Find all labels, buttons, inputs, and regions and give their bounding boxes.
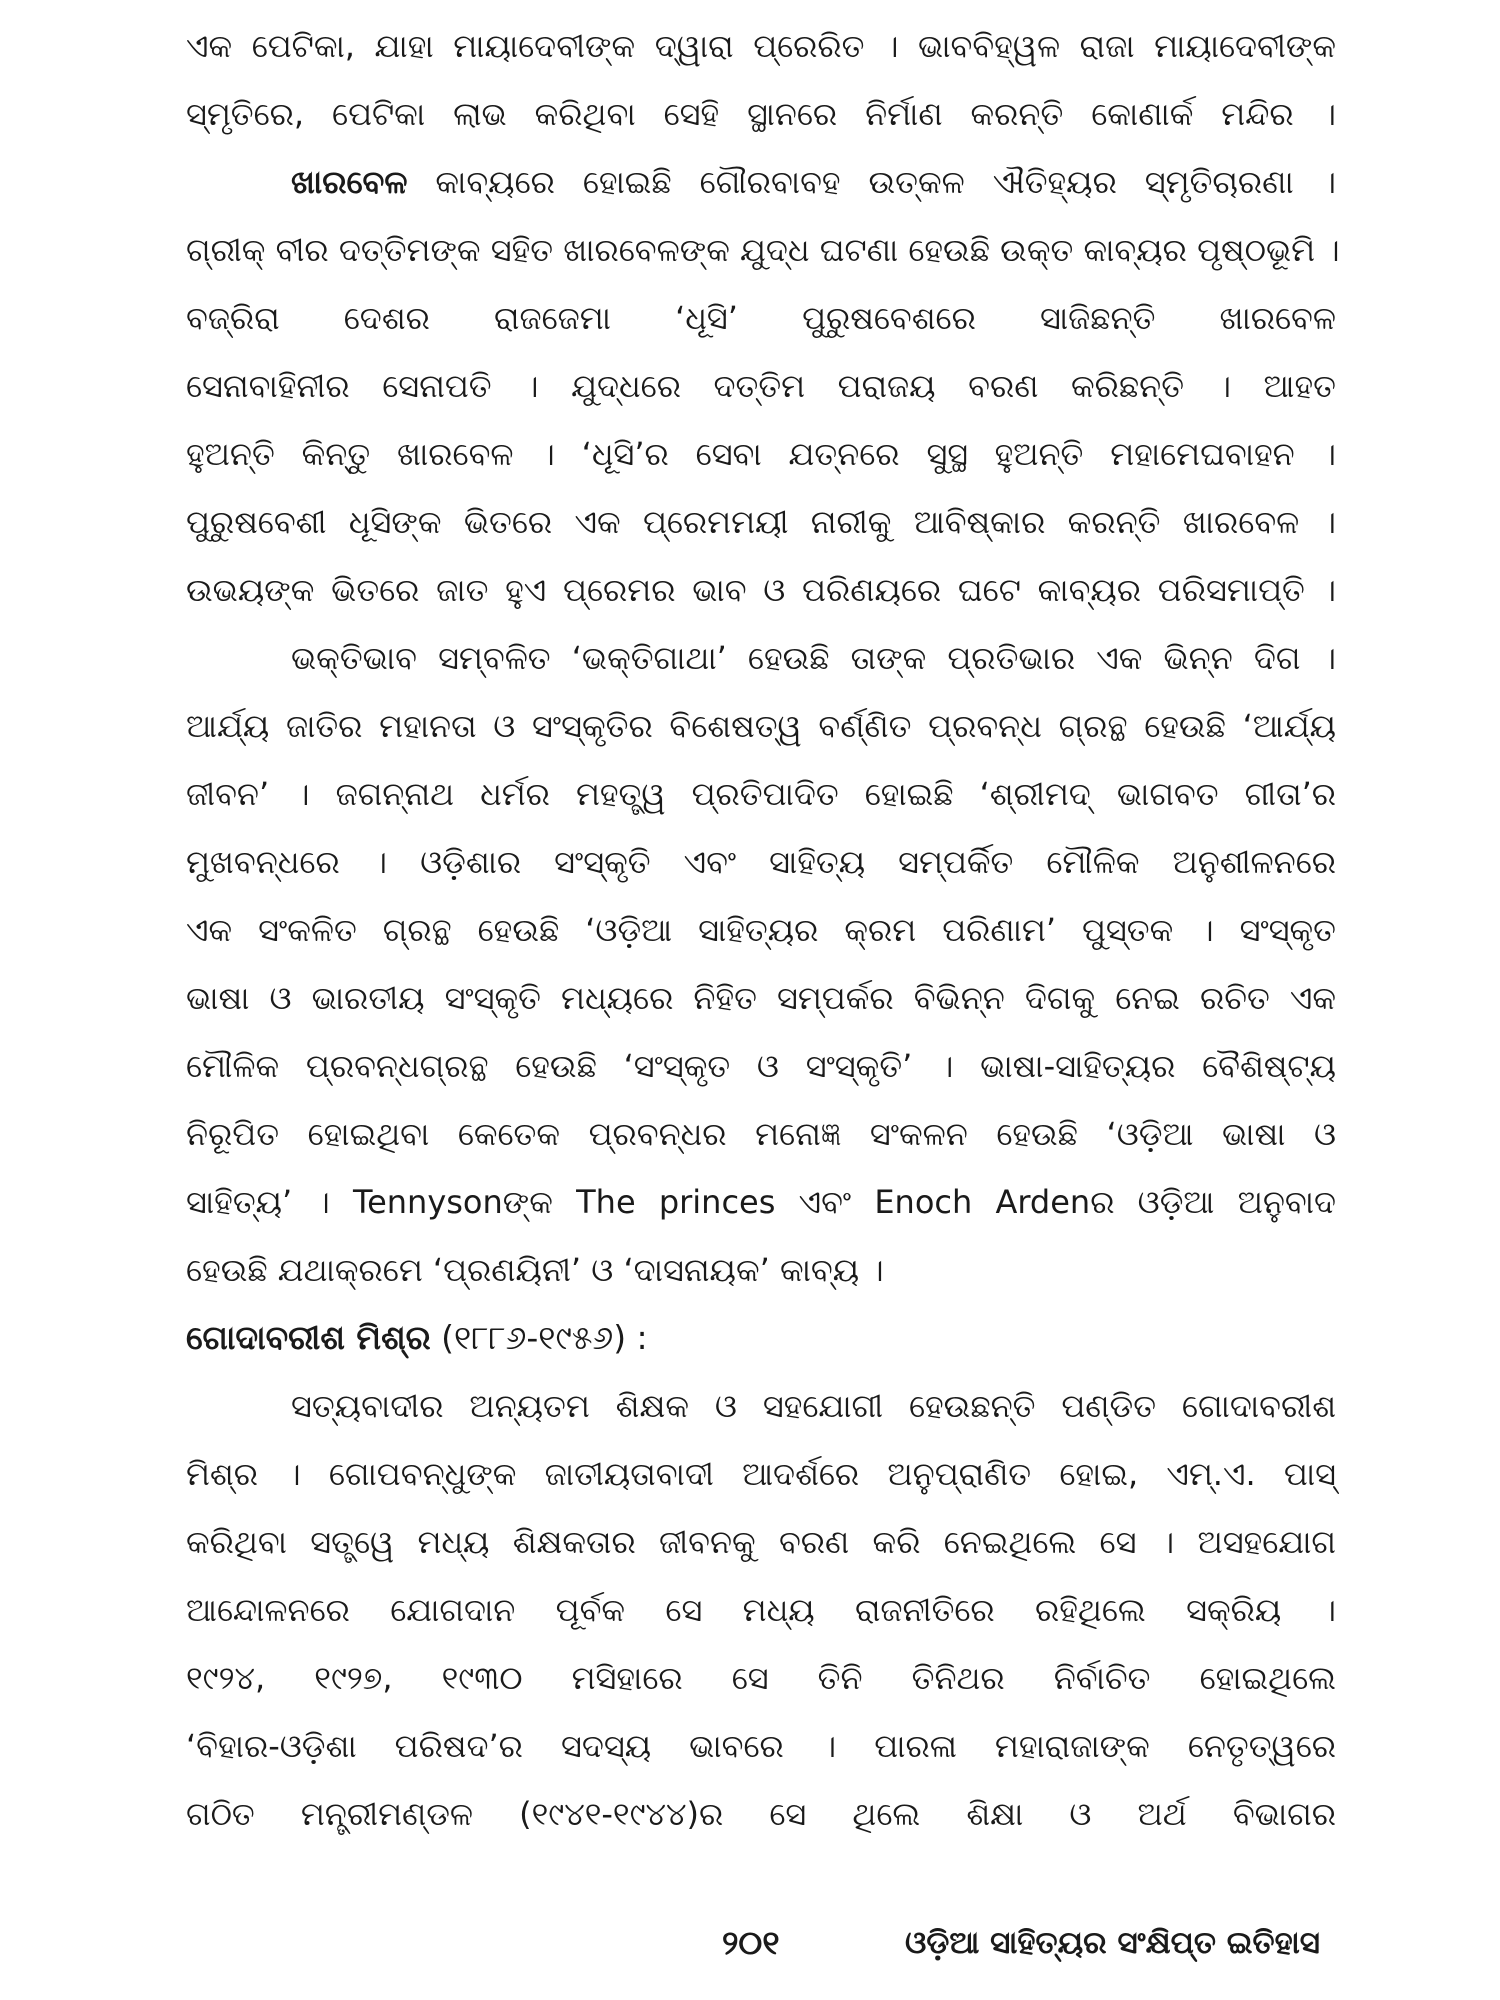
text-line: ସେନାବାହିନୀର ସେନାପତି । ଯୁଦ୍ଧରେ ଦତ୍ତିମ ପରାଜୟ ବରଣ କରିଛନ୍ତି । ଆହତ — [186, 367, 1336, 405]
section-heading-years: (୧୮୮୬-୧୯୫୬) : — [430, 1318, 648, 1357]
body-text — [186, 12, 1340, 1848]
text-line: ମୌଳିକ ପ୍ରବନ୍ଧଗ୍ରନ୍ଥ ହେଉଛି ‘ସଂସ୍କୃତ ଓ ସଂସ୍କୃତି’ । ଭାଷା-ସାହିତ୍ୟର ବୈଶିଷ୍ଟ୍ୟ — [186, 1047, 1336, 1085]
text-line: ୧୯୨୪, ୧୯୨୭, ୧୯୩୦ ମସିହାରେ ସେ ତିନି ତିନିଥର ନିର୍ବାଚିତ ହୋଇଥିଲେ — [186, 1659, 1336, 1697]
text-line: ପୁରୁଷବେଶୀ ଧୂସିଙ୍କ ଭିତରେ ଏକ ପ୍ରେମମୟୀ ନାରୀକୁ ଆବିଷ୍କାର କରନ୍ତି ଖାରବେଳ । — [186, 503, 1336, 541]
text-line: ‘ବିହାର-ଓଡ଼ିଶା ପରିଷଦ’ର ସଦସ୍ୟ ଭାବରେ । ପାରଳା ମହାରାଜାଙ୍କ ନେତୃତ୍ୱରେ — [186, 1727, 1336, 1765]
section-heading-name: ଗୋଦାବରୀଶ ମିଶ୍ର — [186, 1318, 431, 1357]
text-line: ମୁଖବନ୍ଧରେ । ଓଡ଼ିଶାର ସଂସ୍କୃତି ଏବଂ ସାହିତ୍ୟ ସମ୍ପର୍କିତ ମୌଳିକ ଅନୁଶୀଳନରେ — [186, 843, 1336, 881]
text-line-paragraph-start — [186, 148, 1336, 216]
text-line: ଉଭୟଙ୍କ ଭିତରେ ଜାତ ହୁଏ ପ୍ରେମର ଭାବ ଓ ପରିଣୟରେ ଘଟେ କାବ୍ୟର ପରିସମାପ୍ତି । — [186, 571, 1336, 609]
section-heading — [186, 1304, 1336, 1372]
text-line: ଗ୍ରୀକ୍ ବୀର ଦତ୍ତିମଙ୍କ ସହିତ ଖାରବେଳଙ୍କ ଯୁଦ୍ଧ ଘଟଣା ହେଉଛି ଉକ୍ତ କାବ୍ୟର ପୃଷ୍ଠଭୂମି । — [186, 231, 1340, 269]
text-line: ବଜ୍ରିରା ଦେଶର ରାଜଜେମା ‘ଧୂସି’ ପୁରୁଷବେଶରେ ସାଜିଛନ୍ତି ଖାରବେଳ — [186, 299, 1336, 337]
text-line: ସାହିତ୍ୟ’ । Tennysonଙ୍କ The princes ଏବଂ Enoch Ardenର ଓଡ଼ିଆ ଅନୁବାଦ — [186, 1183, 1336, 1221]
text-line: ଜୀବନ’ । ଜଗନ୍ନାଥ ଧର୍ମର ମହତ୍ତ୍ୱ ପ୍ରତିପାଦିତ ହୋଇଛି ‘ଶ୍ରୀମଦ୍ ଭାଗବତ ଗୀତା’ର — [186, 775, 1336, 813]
text-line: କରିଥିବା ସତ୍ତ୍ୱେ ମଧ୍ୟ ଶିକ୍ଷକତାର ଜୀବନକୁ ବରଣ କରି ନେଇଥିଲେ ସେ । ଅସହଯୋଗ — [186, 1523, 1336, 1561]
text-line-paragraph-start: ଭକ୍ତିଭାବ ସମ୍ବଳିତ ‘ଭକ୍ତିଗାଥା’ ହେଉଛି ତାଙ୍କ ପ୍ରତିଭାର ଏକ ଭିନ୍ନ ଦିଗ । — [291, 639, 1336, 677]
text-line: ଆର୍ଯ୍ୟ ଜାତିର ମହାନତା ଓ ସଂସ୍କୃତିର ବିଶେଷତ୍ୱ ବର୍ଣ୍ଣିତ ପ୍ରବନ୍ଧ ଗ୍ରନ୍ଥ ହେଉଛି ‘ଆର୍ଯ୍ୟ — [186, 707, 1336, 745]
page-footer — [0, 1913, 1500, 1973]
text-line: ସ୍ମୃତିରେ, ପେଟିକା ଲାଭ କରିଥିବା ସେହି ସ୍ଥାନରେ ନିର୍ମାଣ କରନ୍ତି କୋଣାର୍କ ମନ୍ଦିର । — [186, 95, 1336, 133]
text-line: ହୁଅନ୍ତି କିନ୍ତୁ ଖାରବେଳ । ‘ଧୂସି’ର ସେବା ଯତ୍ନରେ ସୁସ୍ଥ ହୁଅନ୍ତି ମହାମେଘବାହନ । — [186, 435, 1336, 473]
text-line: ଗଠିତ ମନ୍ତ୍ରୀମଣ୍ଡଳ (୧୯୪୧-୧୯୪୪)ର ସେ ଥିଲେ ଶିକ୍ଷା ଓ ଅର୍ଥ ବିଭାଗର — [186, 1795, 1336, 1833]
text-line: ହେଉଛି ଯଥାକ୍ରମେ ‘ପ୍ରଣୟିନୀ’ ଓ ‘ଦାସନାୟକ’ କାବ୍ୟ । — [186, 1251, 884, 1289]
text-line: ଆନ୍ଦୋଳନରେ ଯୋଗଦାନ ପୂର୍ବକ ସେ ମଧ୍ୟ ରାଜନୀତିରେ ରହିଥିଲେ ସକ୍ରିୟ । — [186, 1591, 1336, 1629]
text-line: ନିରୂପିତ ହୋଇଥିବା କେତେକ ପ୍ରବନ୍ଧର ମନୋଜ୍ଞ ସଂକଳନ ହେଉଛି ‘ଓଡ଼ିଆ ଭାଷା ଓ — [186, 1115, 1336, 1153]
text-line: ଏକ ପେଟିକା, ଯାହା ମାୟାଦେବୀଙ୍କ ଦ୍ୱାରା ପ୍ରେରିତ । ଭାବବିହ୍ୱଳ ରାଜା ମାୟାଦେବୀଙ୍କ — [186, 27, 1336, 65]
page-number: ୨୦୧ — [722, 1923, 780, 1962]
running-title: ଓଡ଼ିଆ ସାହିତ୍ୟର ସଂକ୍ଷିପ୍ତ ଇତିହାସ — [905, 1925, 1321, 1961]
text-line: ଏକ ସଂକଳିତ ଗ୍ରନ୍ଥ ହେଉଛି ‘ଓଡ଼ିଆ ସାହିତ୍ୟର କ୍ରମ ପରିଣାମ’ ପୁସ୍ତକ । ସଂସ୍କୃତ — [186, 911, 1336, 949]
kharabela-bold-term: ଖାରବେଳ — [291, 163, 408, 201]
text-line: ଭାଷା ଓ ଭାରତୀୟ ସଂସ୍କୃତି ମଧ୍ୟରେ ନିହିତ ସମ୍ପର୍କର ବିଭିନ୍ନ ଦିଗକୁ ନେଇ ରଚିତ ଏକ — [186, 979, 1336, 1017]
text-line: ମିଶ୍ର । ଗୋପବନ୍ଧୁଙ୍କ ଜାତୀୟତାବାଦୀ ଆଦର୍ଶରେ ଅନୁପ୍ରାଣିତ ହୋଇ, ଏମ୍.ଏ. ପାସ୍ — [186, 1455, 1336, 1493]
text-line-rest: କାବ୍ୟରେ ହୋଇଛି ଗୌରବାବହ ଉତ୍କଳ ଐତିହ୍ୟର ସ୍ମୃତିଚାରଣା । — [435, 163, 1336, 201]
text-line-paragraph-start: ସତ୍ୟବାଦୀର ଅନ୍ୟତମ ଶିକ୍ଷକ ଓ ସହଯୋଗୀ ହେଉଛନ୍ତି ପଣ୍ଡିତ ଗୋଦାବରୀଶ — [291, 1387, 1336, 1425]
